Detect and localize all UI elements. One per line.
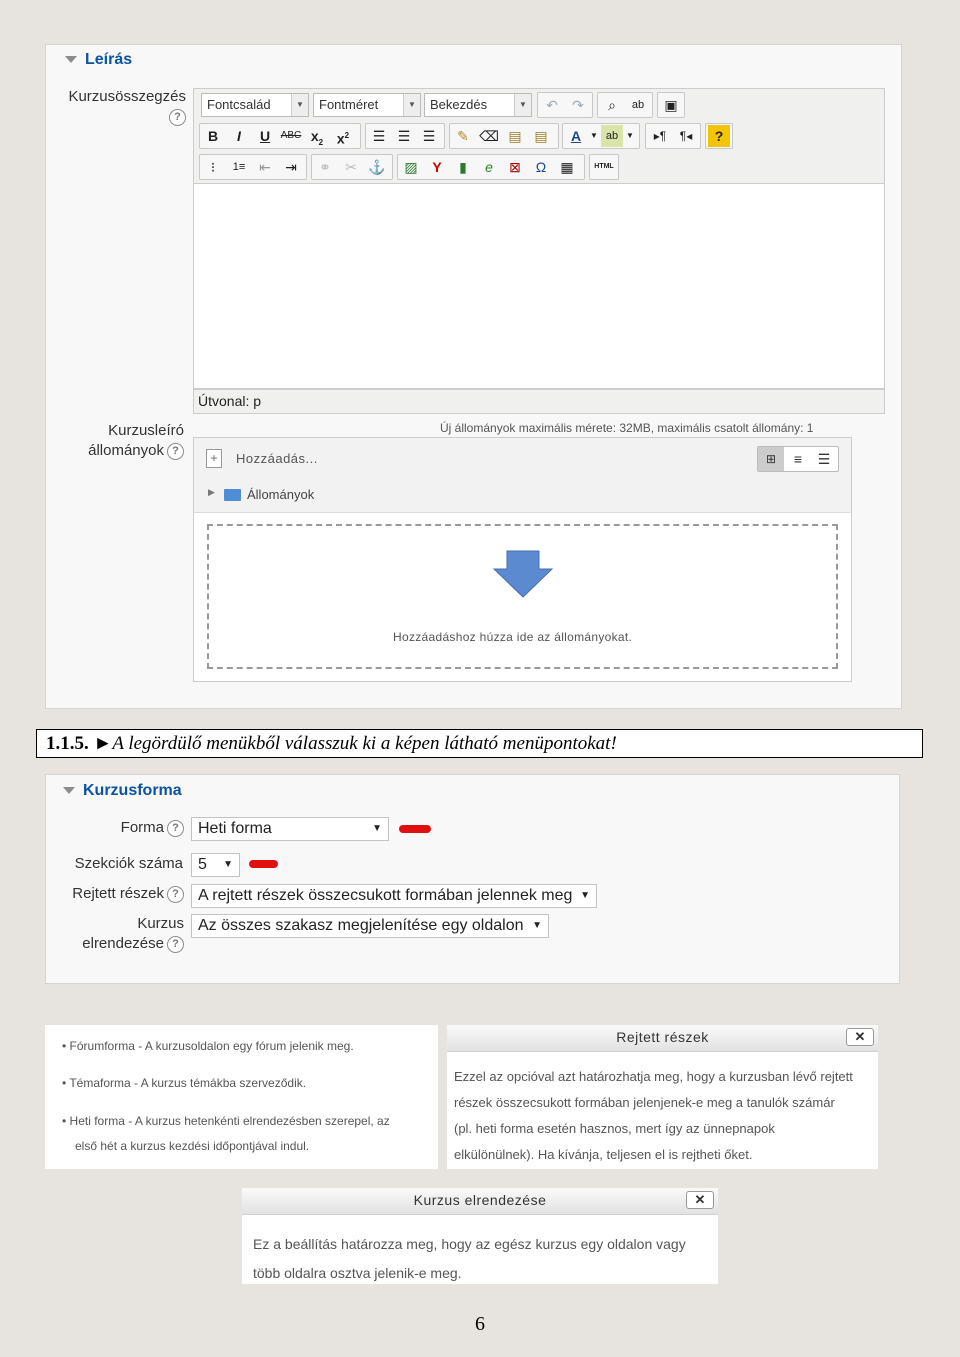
dialog-title: Rejtett részek [447, 1025, 878, 1052]
insert-group [397, 154, 585, 180]
indent-icon[interactable]: ⇥ [285, 159, 297, 175]
search-group [597, 92, 653, 118]
hidden-sections-label: Rejtett részek ? [50, 884, 184, 904]
direction-group [645, 123, 701, 149]
close-button[interactable]: ✕ [686, 1191, 714, 1209]
list-item: • Heti forma - A kurzus hetenkénti elrendezésben szerepel, az [62, 1114, 390, 1128]
ltr-icon[interactable]: ▸¶ [653, 129, 667, 143]
replace-icon[interactable]: ab [631, 99, 645, 111]
help-group [705, 123, 733, 149]
hidden-sections-dialog [447, 1025, 878, 1169]
chevron-down-icon[interactable]: ▼ [590, 131, 598, 140]
dialog-title: Kurzus elrendezése [242, 1188, 718, 1215]
align-right-icon[interactable]: ☰ [422, 128, 436, 144]
close-button[interactable]: ✕ [846, 1028, 874, 1046]
format-help-box [45, 1025, 438, 1169]
arrow-icon: ► [93, 733, 113, 754]
subscript-icon[interactable]: $x_2$ [310, 128, 324, 147]
icon-view-icon[interactable]: ⊞ [758, 447, 784, 471]
highlight-marker [249, 860, 278, 868]
files-label: Kurzusleíró állományok ? [88, 422, 184, 459]
numbered-list-icon[interactable]: 1≡ [232, 161, 246, 173]
italic-icon[interactable]: I [237, 128, 241, 144]
special-char-icon[interactable]: Ω [535, 159, 547, 175]
undo-redo-group [537, 92, 593, 118]
chevron-down-icon: ▼ [532, 920, 542, 931]
instruction-caption: 1.1.5. ►A legördülő menükből válasszuk ki a képen látható menüpontokat! [36, 729, 923, 758]
html-group [589, 154, 619, 180]
anchor-icon[interactable]: ⚓ [368, 159, 386, 175]
page-number: 6 [475, 1313, 485, 1335]
superscript-icon[interactable]: $x^2$ [336, 130, 350, 147]
highlight-marker [399, 825, 431, 833]
summary-label: Kurzusösszegzés ? [40, 87, 186, 127]
list-item-continuation: első hét a kurzus kezdési időpontjával indul. [75, 1139, 310, 1153]
dialog-body: Ezzel az opcióval azt határozhatja meg, hogy a kurzusban lévő rejtett részek összecsukott formában jelenjenek-e meg a tanulók számár (pl. heti forma esetén hasznos, mert így az ünnepnapok elkülönülnek). Ha kívánja, teljesen el is rejtheti őket. [454, 1069, 853, 1162]
course-layout-select[interactable]: Az összes szakasz megjelenítése egy oldalon ▼ [191, 914, 549, 938]
add-file-icon[interactable]: + [206, 449, 222, 468]
help-icon[interactable]: ? [167, 886, 184, 903]
file-picker-toolbar [194, 438, 851, 479]
rtl-icon[interactable]: ¶◂ [679, 129, 693, 143]
undo-icon[interactable]: ↶ [546, 97, 558, 113]
font-size-select[interactable]: Fontméret ▼ [313, 93, 421, 117]
hidden-sections-select[interactable]: A rejtett részek összecsukott formában jelennek meg ▼ [191, 884, 597, 908]
highlight-color-icon[interactable]: ab [601, 125, 623, 147]
media-icon[interactable]: Y [432, 159, 442, 175]
clipboard-group [449, 123, 559, 149]
chevron-down-icon[interactable]: ▼ [626, 131, 634, 140]
max-size-note: Új állományok maximális mérete: 32MB, maximális csatolt állomány: 1 [440, 421, 814, 435]
align-group [365, 123, 445, 149]
chevron-down-icon: ▼ [223, 859, 233, 870]
chevron-down-icon: ▼ [580, 890, 590, 901]
editor-toolbar [193, 88, 885, 184]
paragraph-select[interactable]: Bekezdés ▼ [424, 93, 532, 117]
sections-label: Szekciók száma [74, 855, 183, 872]
folder-label: Állományok [247, 487, 315, 502]
list-group [199, 154, 307, 180]
image-icon[interactable]: ▨ [404, 159, 418, 175]
html-source-icon[interactable]: HTML [594, 163, 614, 170]
fullscreen-group [657, 92, 685, 118]
nolink-icon[interactable]: ⊠ [509, 159, 521, 175]
align-left-icon[interactable]: ☰ [372, 128, 386, 144]
format-group [199, 123, 361, 149]
chevron-down-icon: ▼ [514, 94, 531, 116]
chevron-down-icon: ▼ [291, 94, 308, 116]
drop-zone[interactable] [207, 524, 838, 669]
dialog-body: Ez a beállítás határozza meg, hogy az egész kurzus egy oldalon vagy több oldalra osztva jelenik-e meg. [253, 1236, 686, 1281]
format-label: Forma ? [60, 818, 184, 838]
list-item: • Témaforma - A kurzus témákba szerveződik. [62, 1076, 307, 1090]
folder-icon [224, 489, 241, 501]
tree-view-icon[interactable]: ☰ [817, 451, 831, 467]
chevron-down-icon: ▼ [403, 94, 420, 116]
find-icon[interactable]: ⌕ [608, 97, 616, 113]
editor-textarea[interactable] [193, 184, 885, 389]
bullet-list-icon[interactable]: ⁝ [210, 159, 216, 175]
link-group [311, 154, 393, 180]
add-file-button[interactable]: Hozzáadás... [236, 451, 318, 466]
paste-text-icon[interactable]: ▤ [508, 128, 522, 144]
unlink-icon[interactable]: ✂ [345, 159, 357, 175]
table-icon[interactable]: ▦ [560, 159, 574, 175]
course-layout-label: Kurzus elrendezése ? [82, 915, 184, 952]
file-picker [193, 437, 852, 682]
expand-arrow-icon[interactable]: ▶ [208, 487, 215, 497]
editor-path: Útvonal: p [193, 389, 885, 414]
bookmark-icon[interactable]: ▮ [459, 159, 467, 175]
collapse-arrow-icon [63, 787, 75, 794]
help-icon[interactable]: ? [167, 443, 184, 460]
fullscreen-icon[interactable]: ▣ [664, 97, 678, 113]
help-icon[interactable]: ? [708, 125, 730, 147]
font-family-select[interactable]: Fontcsalád ▼ [201, 93, 309, 117]
drop-text: Hozzáadáshoz húzza ide az állományokat. [393, 630, 633, 644]
link-icon[interactable]: ⚭ [319, 159, 331, 175]
text-color-icon[interactable]: A [570, 128, 582, 144]
folder-row[interactable] [194, 478, 851, 513]
redo-icon[interactable]: ↷ [572, 97, 584, 113]
help-icon[interactable]: ? [167, 936, 184, 953]
view-switcher [757, 446, 839, 472]
strikethrough-icon[interactable]: ABC [280, 130, 302, 141]
course-layout-dialog [242, 1188, 718, 1284]
eraser-icon[interactable]: ⌫ [479, 128, 499, 144]
paste-word-icon[interactable]: ▤ [534, 128, 548, 144]
sections-select[interactable]: 5 ▼ [191, 853, 240, 877]
drop-arrow-icon [492, 549, 554, 599]
help-icon[interactable]: ? [167, 820, 184, 837]
help-icon[interactable]: ? [169, 109, 186, 126]
chevron-down-icon: ▼ [372, 823, 382, 834]
equation-icon[interactable]: e [485, 159, 493, 175]
bold-icon[interactable]: B [207, 128, 219, 144]
list-item: • Fórumforma - A kurzusoldalon egy fórum jelenik meg. [62, 1039, 354, 1053]
course-format-legend[interactable]: Kurzusforma [63, 782, 182, 800]
format-select[interactable]: Heti forma ▼ [191, 817, 389, 841]
cleanup-icon[interactable]: ✎ [457, 128, 469, 144]
underline-icon[interactable]: U [259, 128, 271, 144]
color-group [562, 123, 640, 149]
align-center-icon[interactable]: ☰ [397, 128, 411, 144]
outdent-icon[interactable]: ⇤ [259, 159, 271, 175]
description-legend[interactable]: Leírás [65, 51, 132, 69]
list-view-icon[interactable]: ≡ [793, 451, 803, 467]
collapse-arrow-icon [65, 56, 77, 63]
